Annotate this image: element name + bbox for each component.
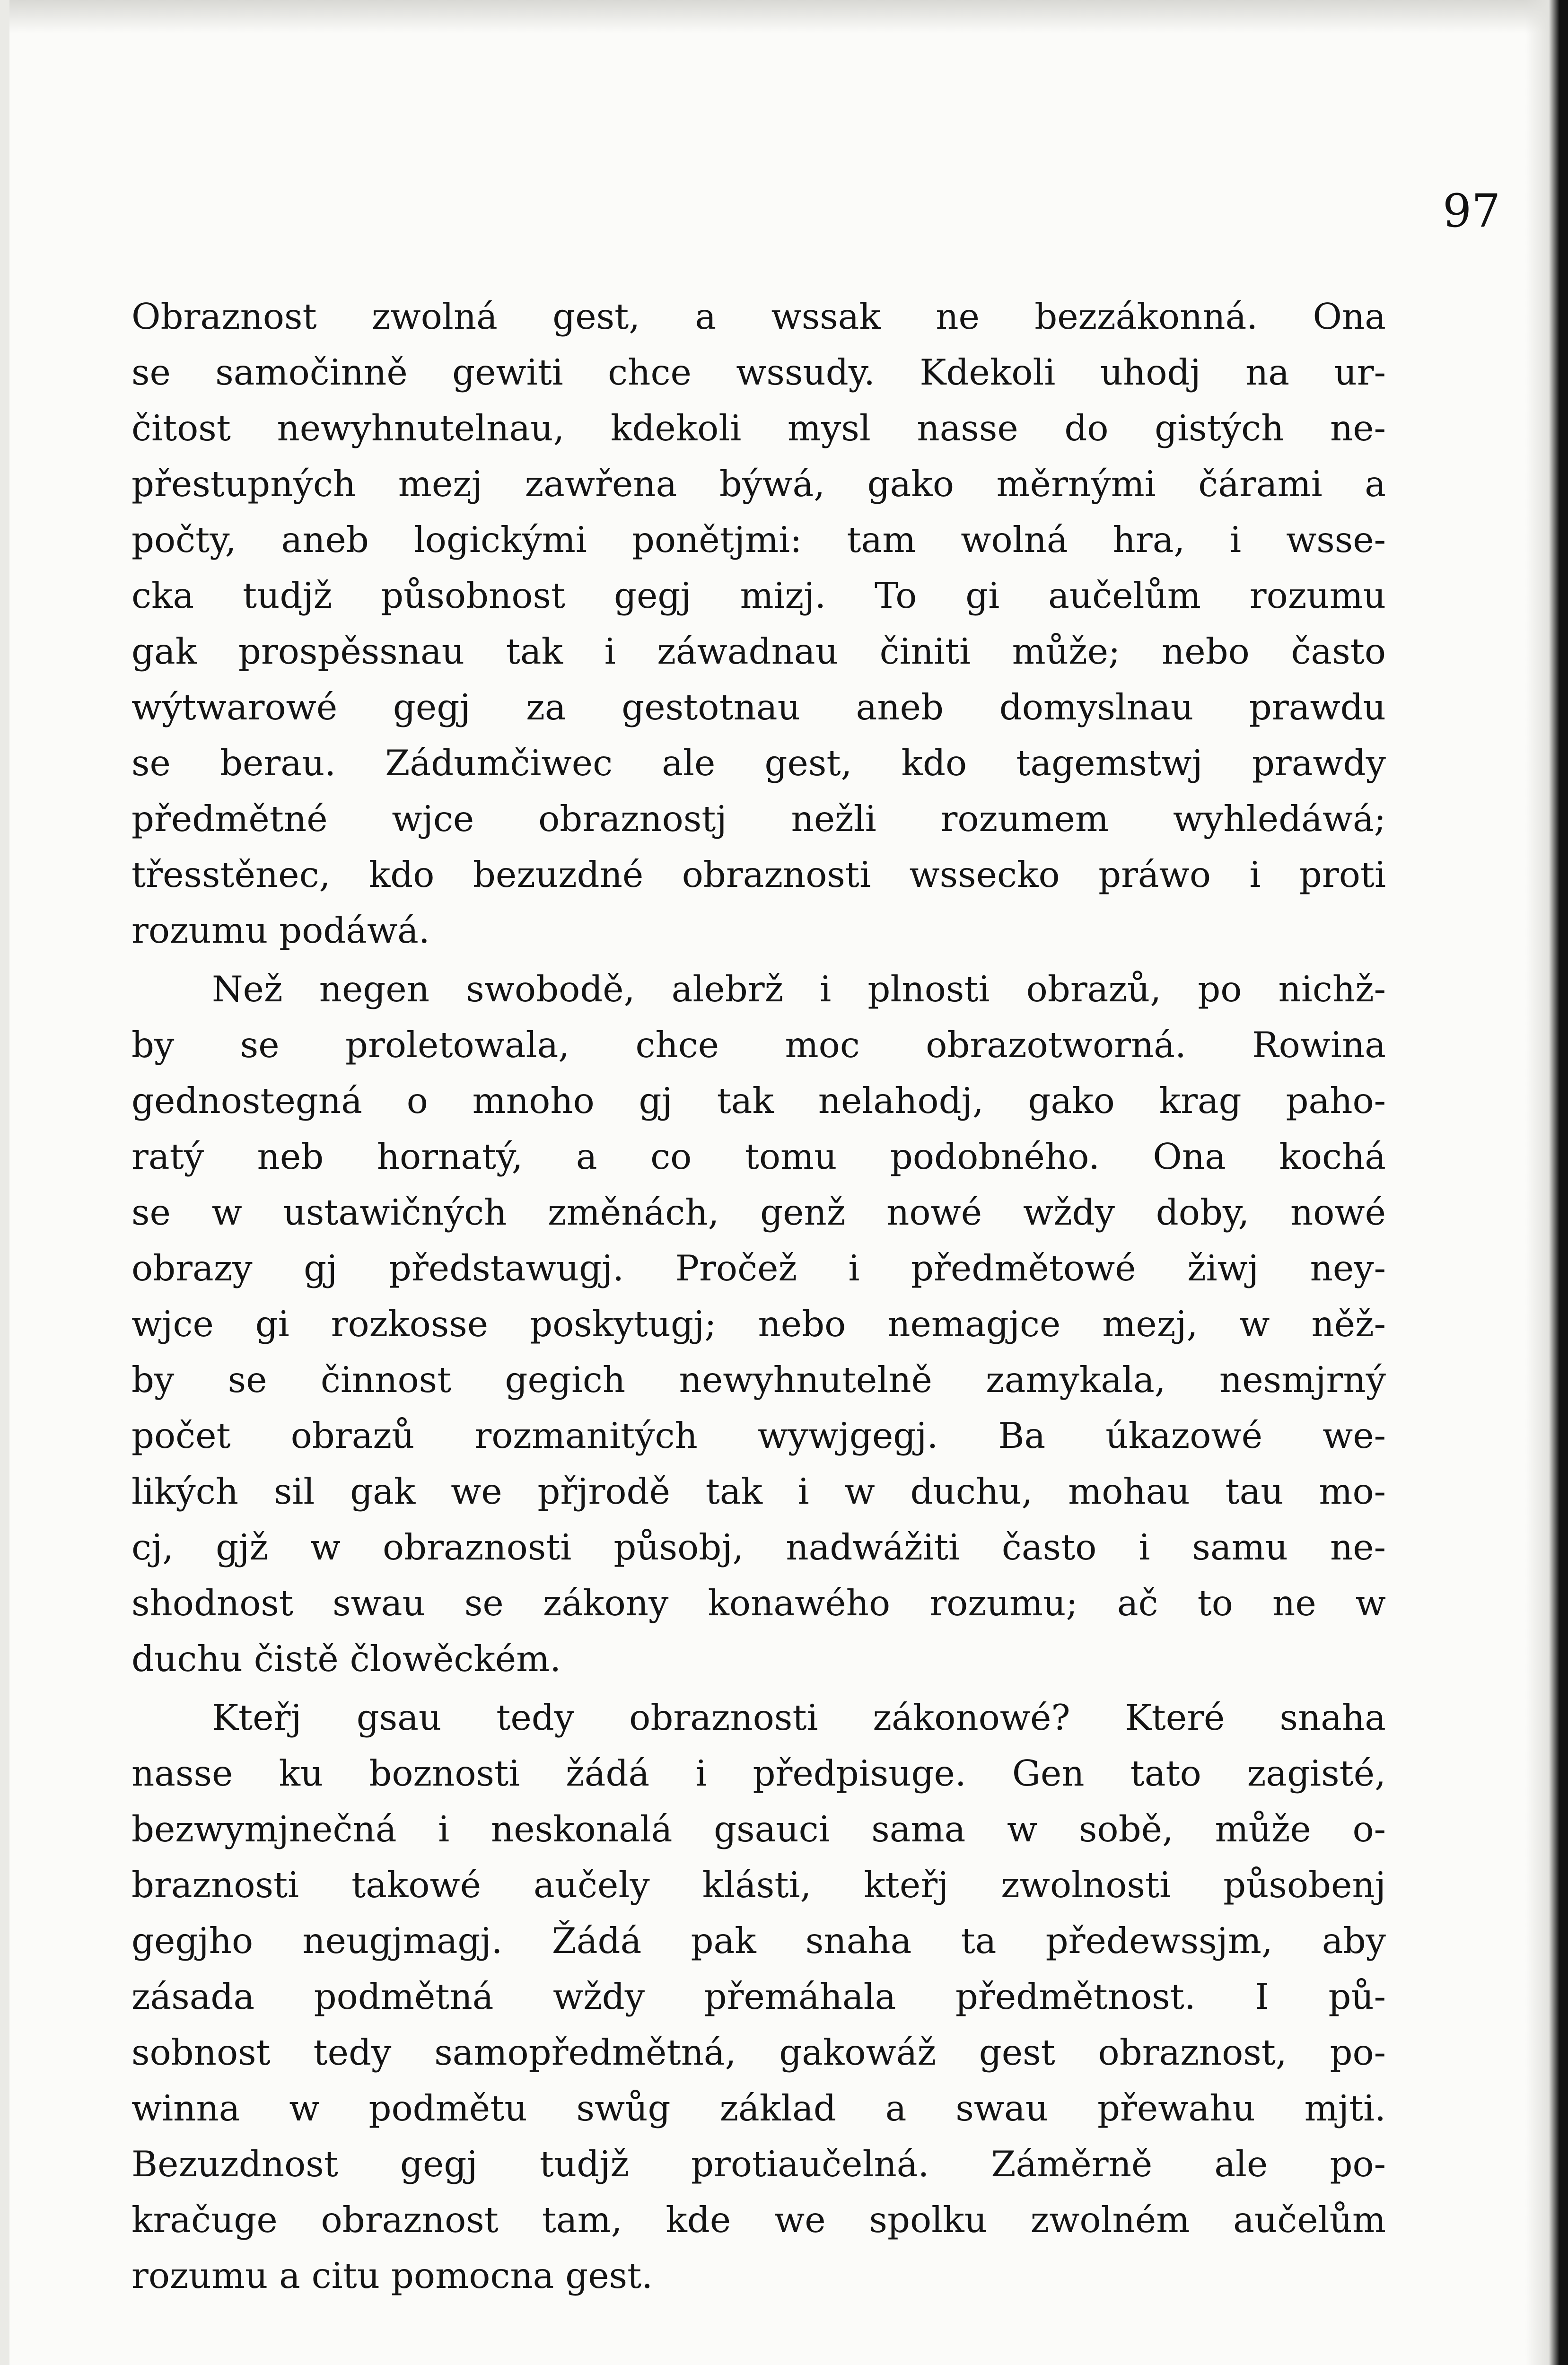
text-line: winna w podmětu swůg základ a swau přewahu mjti. [131,2087,1386,2129]
text-line: shodnost swau se zákony konawého rozumu; ač to ne w [131,1582,1386,1624]
text-line: rozumu a citu pomocna gest. [131,2255,653,2296]
text-line: se samočinně gewiti chce wssudy. Kdekoli uhodj na ur- [131,351,1386,393]
text-line: kračuge obraznost tam, kde we spolku zwolném aučelům [131,2199,1386,2241]
text-line: gak prospěssnau tak i záwadnau činiti může; nebo často [131,631,1386,672]
paragraph-2 [131,961,1386,1687]
text-line: nasse ku boznosti žádá i předpisuge. Gen tato zagisté, [131,1752,1386,1794]
text-line: Bezuzdnost gegj tudjž protiaučelná. Záměrně ale po- [131,2143,1386,2185]
text-line: předmětné wjce obraznostj nežli rozumem wyhledáwá; [131,798,1386,840]
text-line: bezwymjnečná i neskonalá gsauci sama w sobě, může o- [131,1808,1386,1850]
text-line: gegjho neugjmagj. Žádá pak snaha ta předewssjm, aby [131,1920,1386,1962]
paragraph-1 [131,289,1386,958]
text-line: Obraznost zwolná gest, a wssak ne bezzákonná. Ona [131,296,1386,337]
text-line: by se proletowala, chce moc obrazotworná. Rowina [131,1024,1386,1066]
text-line: přestupných mezj zawřena býwá, gako měrnými čárami a [131,463,1386,505]
text-line: ratý neb hornatý, a co tomu podobného. Ona kochá [131,1136,1386,1177]
text-line: čitost newyhnutelnau, kdekoli mysl nasse do gistých ne- [131,407,1386,449]
text-line: se berau. Zádumčiwec ale gest, kdo tagemstwj prawdy [131,742,1386,784]
text-line: likých sil gak we přjrodě tak i w duchu, mohau tau mo- [131,1471,1386,1512]
body-text [131,289,1386,2306]
text-line: wýtwarowé gegj za gestotnau aneb domyslnau prawdu [131,686,1386,728]
text-line: cj, gjž w obraznosti působj, nadwážiti často i samu ne- [131,1526,1386,1568]
scan-right-edge [1525,0,1568,2365]
text-line: Než negen swobodě, alebrž i plnosti obrazů, po nichž- [212,968,1386,1010]
paragraph-3 [131,1690,1386,2304]
text-line: zásada podmětná wždy přemáhala předmětnost. I pů- [131,1976,1386,2017]
text-line: gednostegná o mnoho gj tak nelahodj, gako krag paho- [131,1080,1386,1121]
text-line: cka tudjž působnost gegj mizj. To gi aučelům rozumu [131,575,1386,616]
text-line: počty, aneb logickými ponětjmi: tam wolná hra, i wsse- [131,519,1386,561]
text-line: wjce gi rozkosse poskytugj; nebo nemagjce mezj, w něž- [131,1303,1386,1345]
text-line: sobnost tedy samopředmětná, gakowáž gest obraznost, po- [131,2032,1386,2073]
text-line: se w ustawičných změnách, genž nowé wždy doby, nowé [131,1191,1386,1233]
text-line: počet obrazů rozmanitých wywjgegj. Ba úkazowé we- [131,1415,1386,1456]
page-number: 97 [1443,184,1501,237]
scan-left-edge [0,0,9,2365]
text-line: braznosti takowé aučely klásti, kteřj zwolnosti působenj [131,1864,1386,1906]
text-line: Kteřj gsau tedy obraznosti zákonowé? Které snaha [212,1697,1386,1738]
scan-top-shadow [0,0,1568,33]
text-line: duchu čistě člowěckém. [131,1638,561,1680]
text-line: by se činnost gegich newyhnutelně zamykala, nesmjrný [131,1359,1386,1401]
text-line: třesstěnec, kdo bezuzdné obraznosti wssecko práwo i proti [131,854,1386,895]
text-line: obrazy gj předstawugj. Pročež i předmětowé žiwj ney- [131,1247,1386,1289]
text-line: rozumu podáwá. [131,910,430,951]
